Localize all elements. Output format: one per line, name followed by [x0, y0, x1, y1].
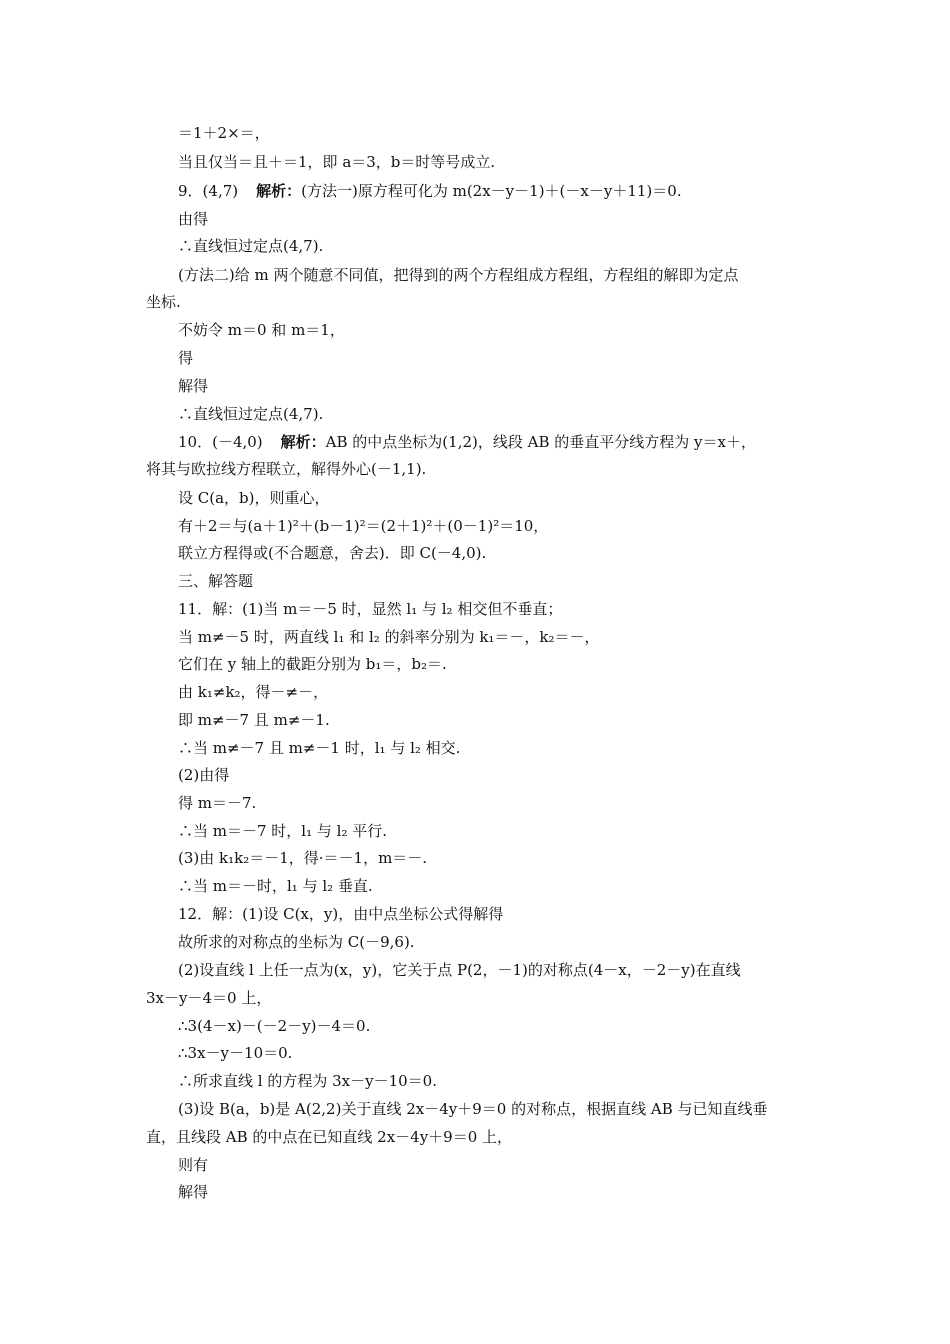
text-line: 解得	[178, 377, 209, 395]
section-heading: 三、解答题	[178, 572, 254, 590]
text-line: 设 C(a，b)，则重心，	[178, 489, 330, 507]
text-line: 它们在 y 轴上的截距分别为 b₁＝，b₂＝.	[178, 655, 447, 673]
text-line: 不妨令 m＝0 和 m＝1，	[178, 321, 345, 339]
text-line: 故所求的对称点的坐标为 C(－9,6).	[178, 933, 415, 951]
text-line: 当且仅当＝且＋＝1，即 a＝3，b＝时等号成立.	[178, 153, 496, 171]
text-line: (方法二)给 m 两个随意不同值，把得到的两个方程组成方程组，方程组的解即为定点	[178, 266, 739, 284]
answer-label: 10．(－4,0)	[178, 433, 263, 451]
text-line: ∴当 m≠－7 且 m≠－1 时，l₁ 与 l₂ 相交.	[178, 739, 461, 757]
text-line: (3)由 k₁k₂＝－1，得·＝－1，m＝－.	[178, 849, 428, 867]
text-line: 得	[178, 349, 194, 367]
text-line	[178, 432, 756, 452]
text-line: 联立方程得或(不合题意，舍去)．即 C(－4,0).	[178, 544, 487, 562]
text-line: 由得	[178, 210, 209, 228]
text-line: (2)由得	[178, 766, 230, 784]
analysis-label: 解析：	[256, 182, 302, 200]
answer-label: 9．(4,7)	[178, 182, 239, 200]
text-line: 11．解：(1)当 m＝－5 时，显然 l₁ 与 l₂ 相交但不垂直；	[178, 600, 563, 618]
analysis-text: (方法一)原方程可化为 m(2x－y－1)＋(－x－y＋11)＝0.	[301, 182, 682, 200]
text-line: 3x－y－4＝0 上，	[146, 989, 272, 1007]
text-line: 当 m≠－5 时，两直线 l₁ 和 l₂ 的斜率分别为 k₁＝－，k₂＝－，	[178, 628, 600, 646]
text-line: ∴3x－y－10＝0.	[178, 1044, 293, 1062]
text-line: 则有	[178, 1156, 209, 1174]
text-line: 由 k₁≠k₂，得－≠－，	[178, 683, 329, 701]
text-line: (3)设 B(a，b)是 A(2,2)关于直线 2x－4y＋9＝0 的对称点，根据直线 AB 与已知直线垂	[178, 1100, 768, 1118]
text-line: ∴所求直线 l 的方程为 3x－y－10＝0.	[178, 1072, 437, 1090]
analysis-label: 解析：	[280, 433, 326, 451]
text-line: ∴当 m＝－7 时，l₁ 与 l₂ 平行.	[178, 822, 387, 840]
text-line	[178, 181, 682, 201]
text-line: ∴直线恒过定点(4,7).	[178, 405, 324, 423]
text-line: (2)设直线 l 上任一点为(x，y)，它关于点 P(2，－1)的对称点(4－x，－2－y)在直线	[178, 961, 741, 979]
text-line: ∴3(4－x)－(－2－y)－4＝0.	[178, 1017, 371, 1035]
analysis-text: AB 的中点坐标为(1,2)，线段 AB 的垂直平分线方程为 y＝x＋，	[325, 433, 756, 451]
text-line: 即 m≠－7 且 m≠－1.	[178, 711, 330, 729]
text-line: 直，且线段 AB 的中点在已知直线 2x－4y＋9＝0 上，	[146, 1128, 513, 1146]
text-line: 坐标.	[146, 293, 181, 311]
text-line: 得 m＝－7.	[178, 794, 257, 812]
text-line: 12．解：(1)设 C(x，y)，由中点坐标公式得解得	[178, 905, 504, 923]
text-line: ∴直线恒过定点(4,7).	[178, 237, 324, 255]
text-line: 将其与欧拉线方程联立，解得外心(－1,1).	[146, 460, 427, 478]
text-line: 解得	[178, 1183, 209, 1201]
text-line: 有＋2＝与(a＋1)²＋(b－1)²＝(2＋1)²＋(0－1)²＝10，	[178, 517, 549, 535]
text-line: ∴当 m＝－时，l₁ 与 l₂ 垂直.	[178, 877, 373, 895]
text-line: ＝1＋2×＝，	[178, 124, 270, 142]
